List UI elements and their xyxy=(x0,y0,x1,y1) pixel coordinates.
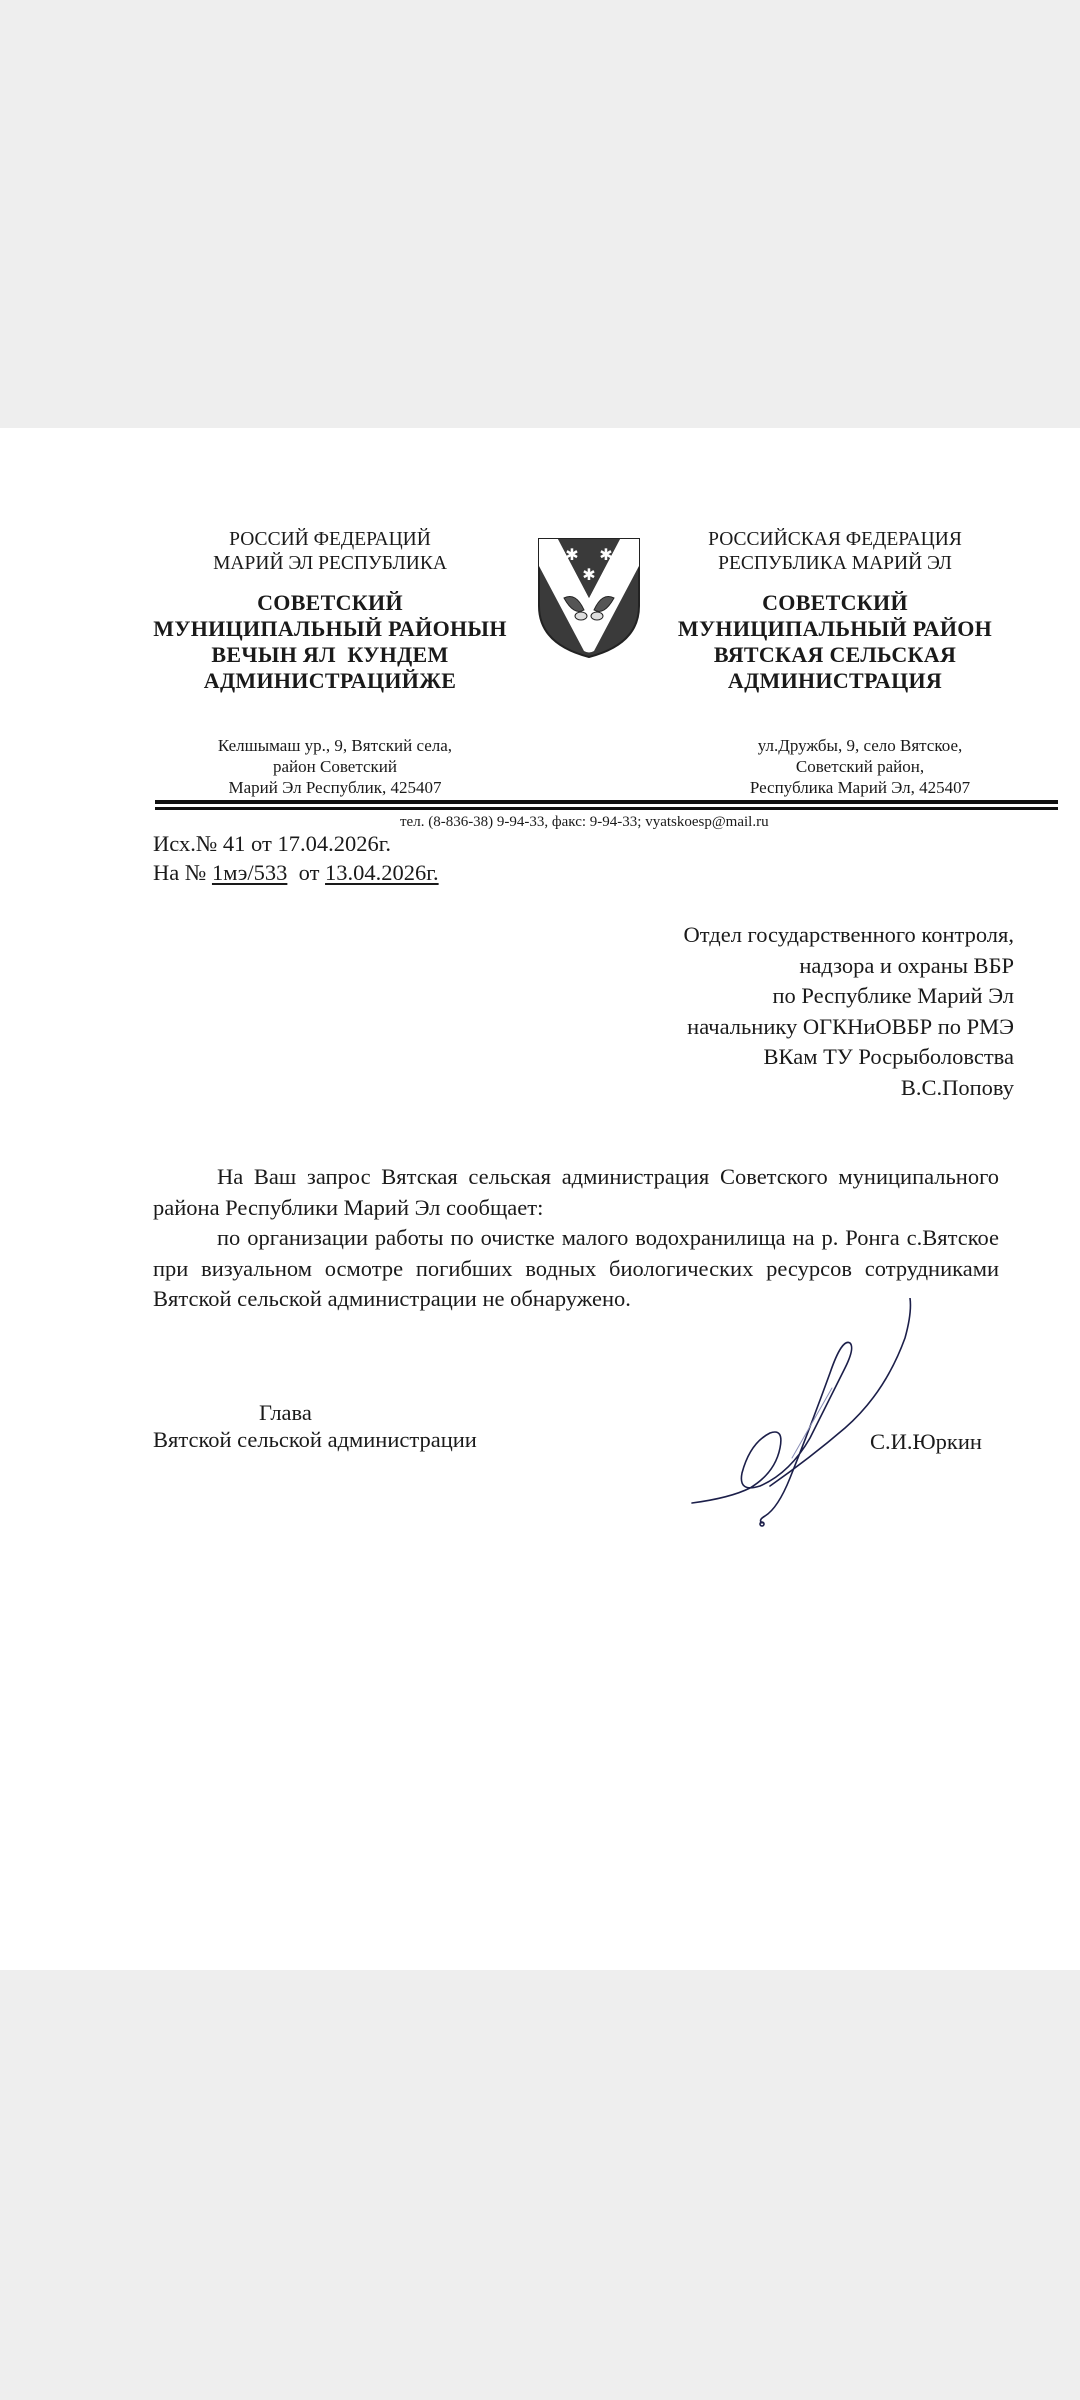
signatory-title-line: Вятской сельской администрации xyxy=(153,1427,477,1452)
header-left-org-line: ВЕЧЫН ЯЛ КУНДЕМ xyxy=(211,642,449,667)
header-divider-thick xyxy=(155,800,1058,804)
addressee-block xyxy=(560,920,1014,1103)
handwritten-signature-icon xyxy=(680,1298,940,1528)
address-line: Келшымаш ур., 9, Вятский села, xyxy=(217,736,453,755)
contact-line: тел. (8-836-38) 9-94-33, факс: 9-94-33; vyatskoesp@mail.ru xyxy=(400,814,769,830)
header-right-org-line: ВЯТСКАЯ СЕЛЬСКАЯ xyxy=(713,642,957,667)
document-page xyxy=(0,428,1080,1970)
addressee-line: Отдел государственного контроля, xyxy=(683,922,1014,947)
svg-text:✱: ✱ xyxy=(582,567,596,584)
letter-body xyxy=(153,1162,999,1315)
header-left-republic: МАРИЙ ЭЛ РЕСПУБЛИКА xyxy=(213,553,447,574)
header-right xyxy=(665,528,1005,694)
addressee-line: начальнику ОГКНиОВБР по РМЭ xyxy=(687,1013,1014,1039)
incoming-ref-date: 13.04.2026г. xyxy=(325,860,439,885)
header-right-org-line: МУНИЦИПАЛЬНЫЙ РАЙОН xyxy=(677,616,993,641)
header-left-org-line: АДМИНИСТРАЦИЙЖЕ xyxy=(203,668,457,693)
header-right-org-line: СОВЕТСКИЙ xyxy=(762,590,908,615)
incoming-ref-middle: от xyxy=(287,860,326,885)
addressee-line: ВКам ТУ Росрыболовства xyxy=(763,1044,1014,1069)
incoming-ref-prefix: На № xyxy=(153,860,212,885)
header-right-country: РОССИЙСКАЯ ФЕДЕРАЦИЯ xyxy=(708,529,962,550)
header-right-address xyxy=(720,735,1000,798)
incoming-reference xyxy=(153,859,439,886)
address-line: район Советский xyxy=(273,757,397,776)
header-right-org-line: АДМИНИСТРАЦИЯ xyxy=(727,668,943,693)
address-line: ул.Дружбы, 9, село Вятское, xyxy=(757,736,963,755)
addressee-line: надзора и охраны ВБР xyxy=(799,952,1014,978)
coat-of-arms-icon xyxy=(536,536,642,660)
header-left-address xyxy=(180,735,490,798)
address-line: Советский район, xyxy=(795,757,925,776)
address-line: Марий Эл Республик, 425407 xyxy=(228,778,442,797)
incoming-ref-number: 1мэ/533 xyxy=(211,860,288,885)
body-paragraph: по организации работы по очистке малого водохранилища на р. Ронга с.Вятское при визуальном осмотре погибших водных биологических ресурсов сотрудниками Вятской сельской администрации не обнаружено. xyxy=(153,1225,999,1311)
header-left-org xyxy=(150,590,510,694)
signatory-title-line: Глава xyxy=(259,1400,312,1425)
body-paragraph: На Ваш запрос Вятская сельская администрация Советского муниципального района Республики Марий Эл сообщает: xyxy=(153,1164,999,1220)
header-right-org xyxy=(665,590,1005,694)
header-divider-thin xyxy=(155,807,1058,810)
header-left xyxy=(150,528,510,694)
outgoing-reference: Исх.№ 41 от 17.04.2026г. xyxy=(153,831,392,856)
header-left-org-line: СОВЕТСКИЙ xyxy=(257,590,403,615)
header-right-republic: РЕСПУБЛИКА МАРИЙ ЭЛ xyxy=(718,553,952,574)
svg-text:✱: ✱ xyxy=(565,547,579,564)
header-left-country: РОССИЙ ФЕДЕРАЦИЙ xyxy=(229,529,431,550)
svg-text:✱: ✱ xyxy=(599,547,613,564)
address-line: Республика Марий Эл, 425407 xyxy=(749,778,971,797)
header-left-org-line: МУНИЦИПАЛЬНЫЙ РАЙОНЫН xyxy=(153,616,507,641)
signatory-name: С.И.Юркин xyxy=(870,1429,982,1454)
addressee-line: В.С.Попову xyxy=(900,1074,1014,1100)
signatory-title xyxy=(153,1399,477,1453)
addressee-line: по Республике Марий Эл xyxy=(772,983,1014,1008)
